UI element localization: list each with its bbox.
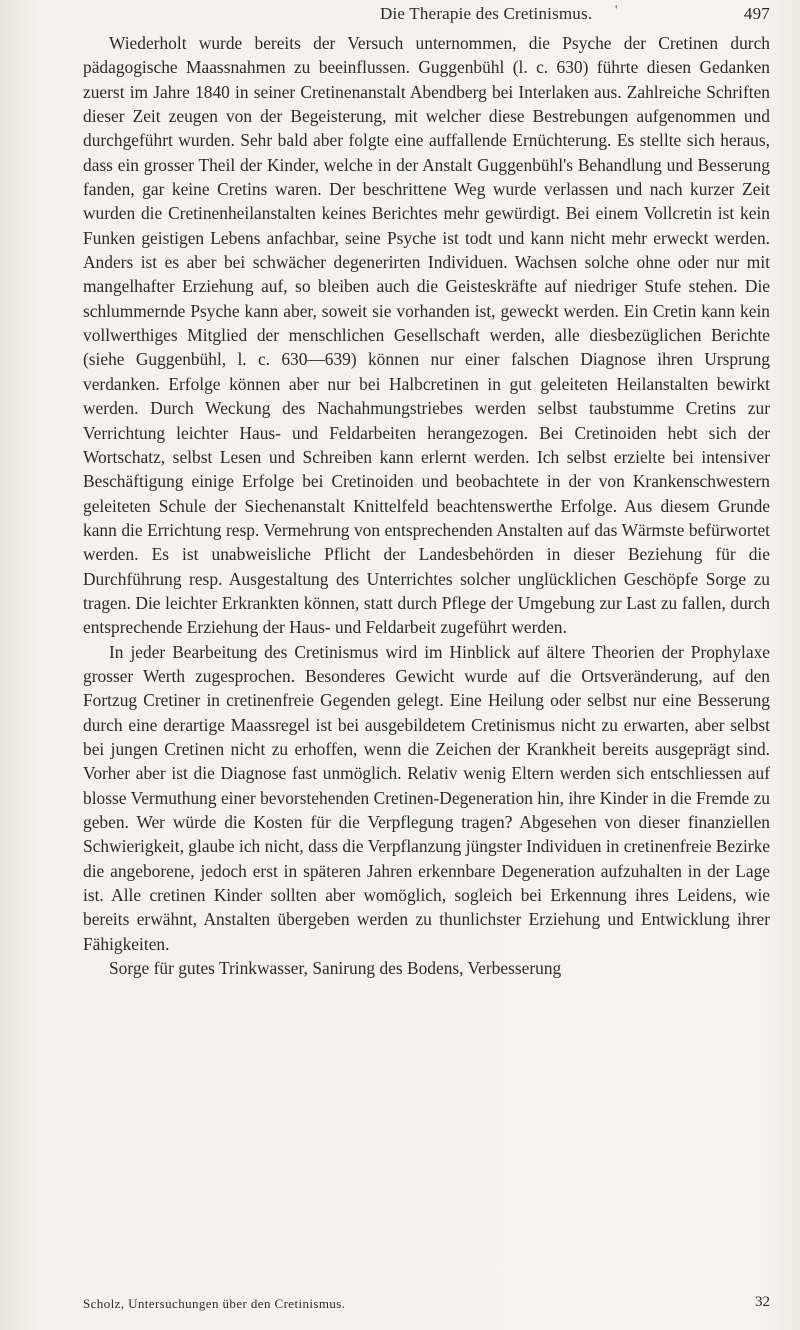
body-text [83,31,770,980]
header-mark: ' [615,2,618,17]
page-number: 497 [743,4,770,23]
signature-mark: 32 [755,1294,770,1310]
running-title: Die Therapie des Cretinismus. [380,4,593,23]
paragraph-3: Sorge für gutes Trinkwasser, Sanirung des Bodens, Verbesserung [109,958,562,979]
running-header [80,4,780,30]
page-footer [83,1294,770,1318]
footer-reference: Scholz, Untersuchungen über den Cretinismus. [83,1296,346,1311]
paragraph-1: Wiederholt wurde bereits der Versuch unternommen, die Psyche der Cretinen durch pädagogische Maassnahmen zu beeinflussen. Guggenbühl (l. c. 630) führte diesen Gedanken zuerst im Jahre 1840 in seiner Cretinenanstalt Abendberg bei Interlaken aus. Zahlreiche Schriften dieser Zeit zeugen von der Begeisterung, mit welcher diese Bestrebungen aufgenommen und durchgeführt wurden. Sehr bald aber folgte eine auffallende Ernüchterung. Es stellte sich heraus, dass ein grosser Theil der Kinder, welche in der Anstalt Guggenbühl's Behandlung und Besserung fanden, gar keine Cretins waren. Der beschrittene Weg wurde verlassen und nach kurzer Zeit wurden die Cretinenheilanstalten keines Berichtes mehr gewürdigt. Bei einem Vollcretin ist kein Funken geistigen Lebens anfachbar, seine Psyche ist todt und kann nicht mehr erweckt werden. Anders ist es aber bei schwächer degenerirten Individuen. Wachsen solche ohne oder nur mit mangelhafter Erziehung auf, so bleiben auch die Geisteskräfte auf niedriger Stufe stehen. Die schlummernde Psyche kann aber, soweit sie vorhanden ist, geweckt werden. Ein Cretin kann kein vollwerthiges Mitglied der menschlichen Gesellschaft werden, alle diesbezüglichen Berichte (siehe Guggenbühl, l. c. 630—639) können nur einer falschen Diagnose ihren Ursprung verdanken. Erfolge können aber nur bei Halbcretinen in gut geleiteten Heilanstalten bewirkt werden. Durch Weckung des Nachahmungstriebes werden selbst taubstumme Cretins zur Verrichtung leichter Haus- und Feldarbeiten herangezogen. Bei Cretinoiden hebt sich der Wortschatz, selbst Lesen und Schreiben kann erlernt werden. Ich selbst erzielte bei intensiver Beschäftigung einige Erfolge bei Cretinoiden und beobachtete in der von Krankenschwestern geleiteten Schule der Siechenanstalt Knittelfeld beachtenswerthe Erfolge. Aus diesem Grunde kann die Errichtung resp. Vermehrung von entsprechenden Anstalten auf das Wärmste befürwortet werden. Es ist unabweisliche Pflicht der Landesbehörden in dieser Beziehung für die Durchführung resp. Ausgestaltung des Unterrichtes solcher unglücklichen Geschöpfe Sorge zu tragen. Die leichter Erkrankten können, statt durch Pflege der Umgebung zur Last zu fallen, durch entsprechende Erziehung der Haus- und Feldarbeit zugeführt werden. [83,33,770,638]
paragraph-2: In jeder Bearbeitung des Cretinismus wird im Hinblick auf ältere Theorien der Prophylaxe grosser Werth zugesprochen. Besonderes Gewicht wurde auf die Ortsveränderung, auf den Fortzug Cretiner in cretinenfreie Gegenden gelegt. Eine Heilung oder selbst nur eine Besserung durch eine derartige Maassregel ist bei ausgebildetem Cretinismus nicht zu erwarten, aber selbst bei jungen Cretinen nicht zu erhoffen, wenn die Zeichen der Krankheit bereits ausgeprägt sind. Vorher aber ist die Diagnose fast unmöglich. Relativ wenig Eltern werden sich entschliessen auf blosse Vermuthung einer bevorstehenden Cretinen-Degeneration hin, ihre Kinder in die Fremde zu geben. Wer würde die Kosten für die Verpflegung tragen? Abgesehen von dieser finanziellen Schwierigkeit, glaube ich nicht, dass die Verpflanzung jüngster Individuen in cretinenfreie Bezirke die angeborene, jedoch erst in späteren Jahren erkennbare Degeneration aufzuhalten in der Lage ist. Alle cretinen Kinder sollten aber womöglich, sogleich bei Erkennung ihres Leidens, wie bereits erwähnt, Anstalten übergeben werden zu thunlichster Erziehung und Entwicklung ihrer Fähigkeiten. [83,641,770,954]
